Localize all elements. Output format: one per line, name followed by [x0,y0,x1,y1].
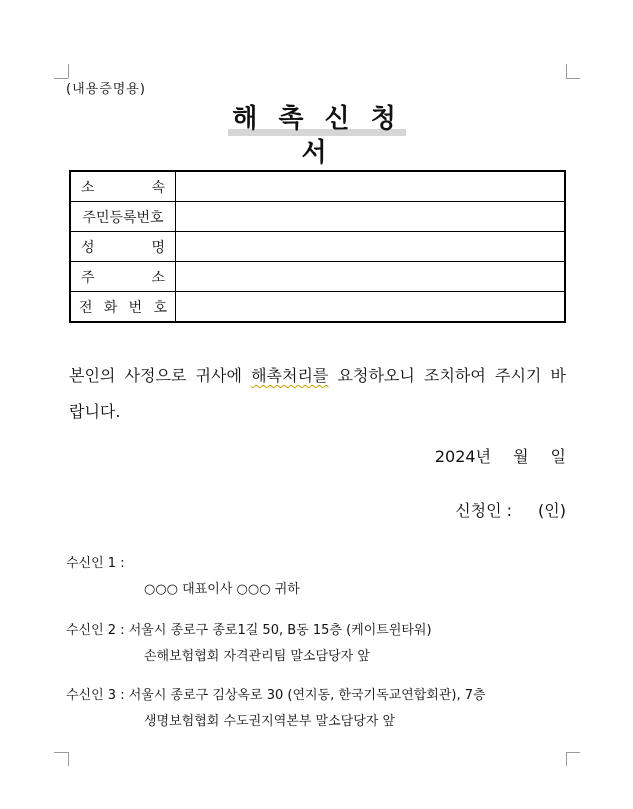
request-paragraph: 본인의 사정으로 귀사에 해촉처리를 요청하오니 조치하여 주시기 바랍니다. [69,366,566,421]
recipient-3: 수신인 3 : 서울시 종로구 김상옥로 30 (연지동, 한국기독교연합회관), 7층 생명보험협회 수도권지역본부 말소담당자 앞 [66,688,486,729]
date-day: 일 [550,447,566,466]
applicant-info-table [69,170,566,323]
certified-mail-tag: (내용증명용) [66,82,146,97]
row-label-address: 주 소 [70,262,176,292]
affiliation-field[interactable] [176,171,566,202]
row-label-name: 성 명 [70,232,176,262]
date-year: 2024년 [434,447,492,466]
recipient-2: 수신인 2 : 서울시 종로구 종로1길 50, B동 15층 (케이트윈타워) 손해보험협회 자격관리팀 말소담당자 앞 [66,623,432,664]
phone-field[interactable] [176,292,566,323]
name-field[interactable] [176,232,566,262]
signer-label: 신청인 : [455,501,513,520]
signer-line [455,498,566,521]
table-row [70,232,565,262]
address-field[interactable] [176,262,566,292]
document-title: 해 촉 신 청 서 [228,102,406,136]
date-month: 월 [513,447,529,466]
row-label-resident-number: 주민등록번호 [70,202,176,232]
recipient-1: 수신인 1 : ○○○ 대표이사 ○○○ 귀하 [66,556,300,597]
table-row [70,171,565,202]
seal-mark: (인) [538,501,566,520]
spellcheck-word: 해촉처리를 [251,366,329,385]
row-label-phone: 전 화 번 호 [70,292,176,323]
row-label-affiliation: 소 속 [70,171,176,202]
table-row [70,202,565,232]
table-row [70,262,565,292]
date-line [435,444,566,467]
table-row [70,292,565,323]
resident-number-field[interactable] [176,202,566,232]
